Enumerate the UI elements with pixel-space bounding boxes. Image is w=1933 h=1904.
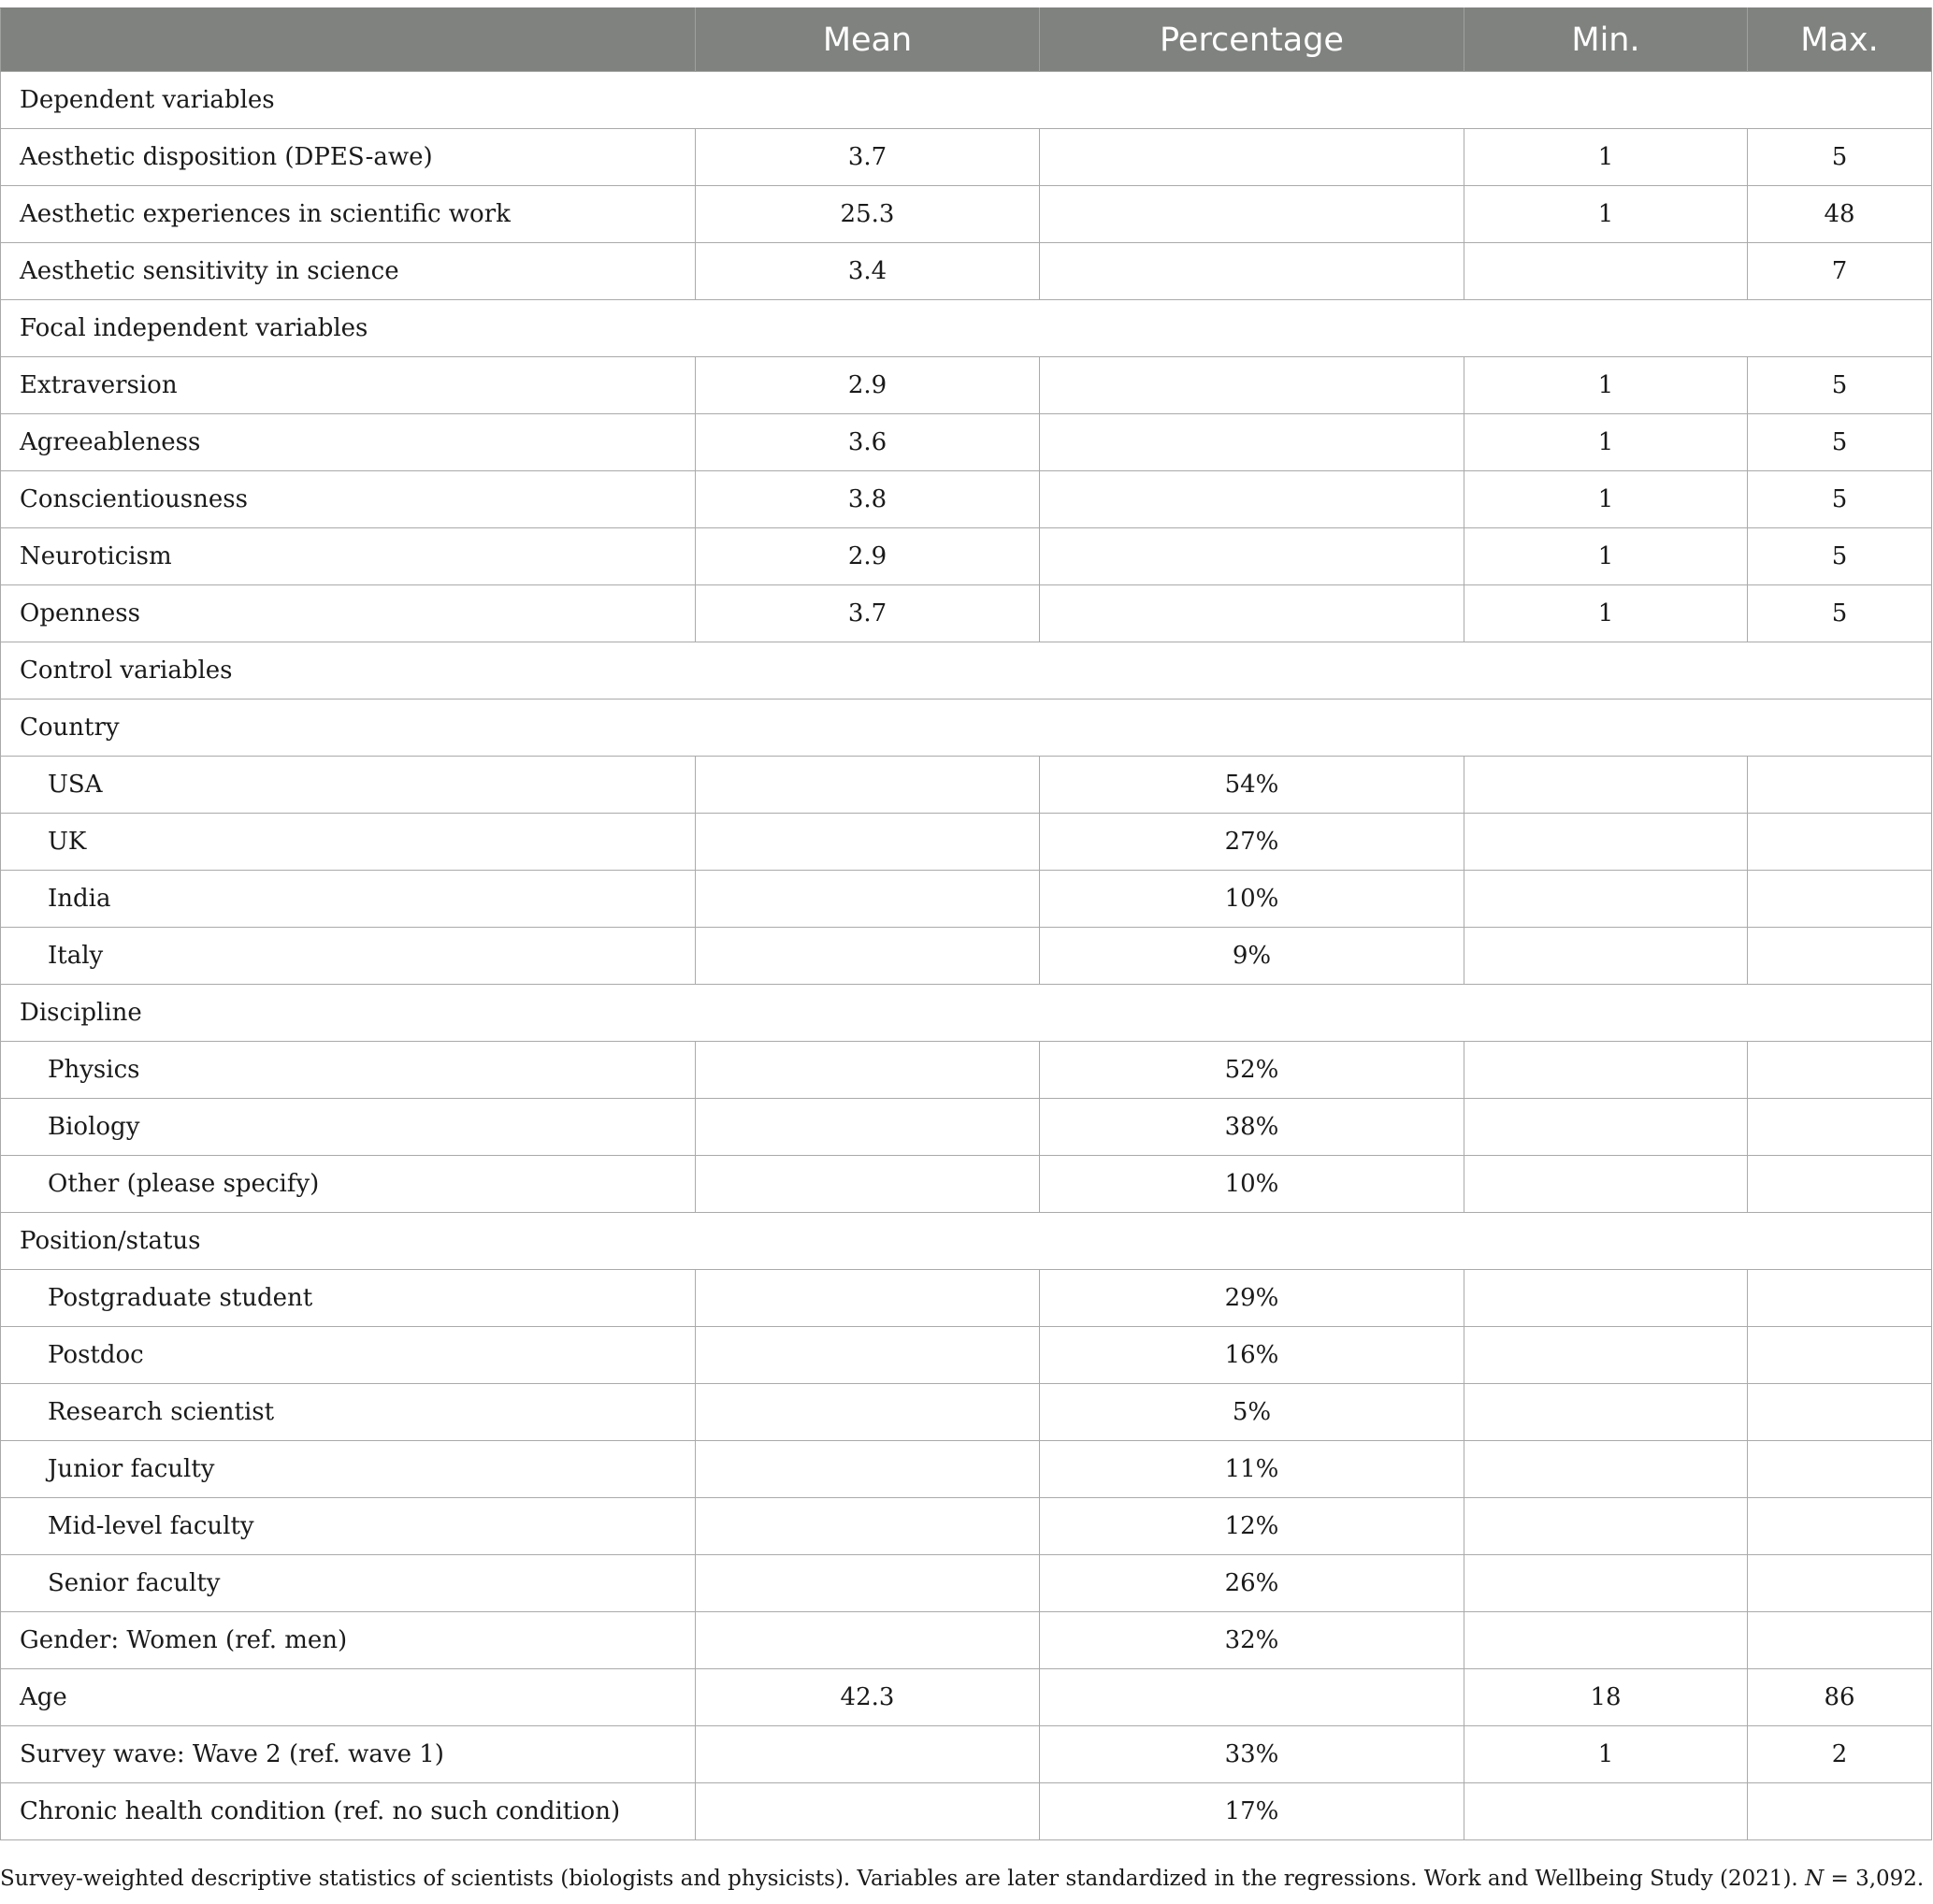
min-cell xyxy=(1464,1270,1748,1327)
max-cell xyxy=(1748,814,1932,871)
header-row xyxy=(1,8,1932,72)
table-header xyxy=(1,8,1932,72)
min-cell xyxy=(1464,757,1748,814)
max-cell: 5 xyxy=(1748,528,1932,585)
min-cell: 1 xyxy=(1464,471,1748,528)
variable-label: Chronic health condition (ref. no such condition) xyxy=(1,1783,696,1840)
section-label: Discipline xyxy=(1,985,1932,1042)
table-row xyxy=(1,1384,1932,1441)
min-cell: 1 xyxy=(1464,1726,1748,1783)
variable-label: Mid-level faculty xyxy=(1,1498,696,1555)
table-row xyxy=(1,585,1932,642)
mean-cell xyxy=(696,1612,1040,1669)
percentage-cell xyxy=(1040,585,1464,642)
section-row xyxy=(1,1213,1932,1270)
percentage-cell: 29% xyxy=(1040,1270,1464,1327)
min-cell xyxy=(1464,814,1748,871)
max-cell xyxy=(1748,1327,1932,1384)
max-cell: 5 xyxy=(1748,129,1932,186)
min-cell xyxy=(1464,928,1748,985)
max-cell xyxy=(1748,1441,1932,1498)
mean-cell xyxy=(696,928,1040,985)
max-cell xyxy=(1748,1270,1932,1327)
mean-cell xyxy=(696,871,1040,928)
max-cell xyxy=(1748,1042,1932,1099)
max-cell xyxy=(1748,871,1932,928)
percentage-cell: 17% xyxy=(1040,1783,1464,1840)
min-cell xyxy=(1464,1783,1748,1840)
table-row xyxy=(1,528,1932,585)
percentage-cell: 10% xyxy=(1040,871,1464,928)
max-cell: 86 xyxy=(1748,1669,1932,1726)
max-cell: 7 xyxy=(1748,243,1932,300)
max-cell xyxy=(1748,1099,1932,1156)
section-row xyxy=(1,300,1932,357)
variable-label: USA xyxy=(1,757,696,814)
percentage-cell xyxy=(1040,129,1464,186)
mean-cell xyxy=(696,1498,1040,1555)
variable-label: Age xyxy=(1,1669,696,1726)
percentage-cell: 54% xyxy=(1040,757,1464,814)
percentage-cell xyxy=(1040,186,1464,243)
percentage-cell: 32% xyxy=(1040,1612,1464,1669)
table-body xyxy=(1,72,1932,1840)
max-cell: 5 xyxy=(1748,414,1932,471)
header-max: Max. xyxy=(1748,8,1932,72)
table-row xyxy=(1,757,1932,814)
max-cell xyxy=(1748,1612,1932,1669)
max-cell: 2 xyxy=(1748,1726,1932,1783)
mean-cell xyxy=(696,1783,1040,1840)
mean-cell xyxy=(696,1156,1040,1213)
variable-label: India xyxy=(1,871,696,928)
max-cell xyxy=(1748,1555,1932,1612)
section-row xyxy=(1,642,1932,700)
min-cell xyxy=(1464,1498,1748,1555)
mean-cell xyxy=(696,1327,1040,1384)
max-cell: 5 xyxy=(1748,357,1932,414)
footnote-n-value: = 3,092. xyxy=(1824,1867,1925,1891)
table-row xyxy=(1,1498,1932,1555)
max-cell xyxy=(1748,757,1932,814)
mean-cell xyxy=(696,1099,1040,1156)
percentage-cell xyxy=(1040,1669,1464,1726)
variable-label: Openness xyxy=(1,585,696,642)
mean-cell: 3.8 xyxy=(696,471,1040,528)
min-cell: 1 xyxy=(1464,528,1748,585)
table-row xyxy=(1,471,1932,528)
percentage-cell: 26% xyxy=(1040,1555,1464,1612)
mean-cell xyxy=(696,814,1040,871)
min-cell: 1 xyxy=(1464,129,1748,186)
percentage-cell: 5% xyxy=(1040,1384,1464,1441)
table-row xyxy=(1,357,1932,414)
section-label: Dependent variables xyxy=(1,72,1932,129)
section-row xyxy=(1,72,1932,129)
section-label: Control variables xyxy=(1,642,1932,700)
header-min: Min. xyxy=(1464,8,1748,72)
section-label: Focal independent variables xyxy=(1,300,1932,357)
variable-label: Postdoc xyxy=(1,1327,696,1384)
percentage-cell: 10% xyxy=(1040,1156,1464,1213)
max-cell: 5 xyxy=(1748,585,1932,642)
variable-label: Postgraduate student xyxy=(1,1270,696,1327)
min-cell: 1 xyxy=(1464,186,1748,243)
mean-cell: 3.4 xyxy=(696,243,1040,300)
max-cell xyxy=(1748,928,1932,985)
min-cell xyxy=(1464,1555,1748,1612)
mean-cell xyxy=(696,1555,1040,1612)
max-cell xyxy=(1748,1498,1932,1555)
header-mean: Mean xyxy=(696,8,1040,72)
max-cell: 5 xyxy=(1748,471,1932,528)
variable-label: Senior faculty xyxy=(1,1555,696,1612)
variable-label: Gender: Women (ref. men) xyxy=(1,1612,696,1669)
max-cell xyxy=(1748,1783,1932,1840)
max-cell: 48 xyxy=(1748,186,1932,243)
variable-label: Junior faculty xyxy=(1,1441,696,1498)
variable-label: Aesthetic experiences in scientific work xyxy=(1,186,696,243)
percentage-cell: 12% xyxy=(1040,1498,1464,1555)
table-row xyxy=(1,928,1932,985)
min-cell: 18 xyxy=(1464,1669,1748,1726)
min-cell: 1 xyxy=(1464,585,1748,642)
table-row xyxy=(1,1669,1932,1726)
percentage-cell: 11% xyxy=(1040,1441,1464,1498)
percentage-cell: 38% xyxy=(1040,1099,1464,1156)
footnote-text: Survey-weighted descriptive statistics of scientists (biologists and physicists). Variables are later standardized in the regressions. Work and Wellbeing Study (2021). xyxy=(0,1867,1806,1891)
percentage-cell: 16% xyxy=(1040,1327,1464,1384)
min-cell xyxy=(1464,1441,1748,1498)
descriptive-statistics-table xyxy=(0,7,1932,1840)
variable-label: Biology xyxy=(1,1099,696,1156)
variable-label: Extraversion xyxy=(1,357,696,414)
percentage-cell xyxy=(1040,414,1464,471)
header-variable xyxy=(1,8,696,72)
mean-cell: 25.3 xyxy=(696,186,1040,243)
percentage-cell: 52% xyxy=(1040,1042,1464,1099)
mean-cell: 2.9 xyxy=(696,528,1040,585)
min-cell: 1 xyxy=(1464,357,1748,414)
mean-cell xyxy=(696,757,1040,814)
footnote-n-label: N xyxy=(1805,1867,1825,1891)
min-cell xyxy=(1464,1156,1748,1213)
table-row xyxy=(1,1441,1932,1498)
variable-label: Aesthetic sensitivity in science xyxy=(1,243,696,300)
table-row xyxy=(1,1270,1932,1327)
table-row xyxy=(1,1783,1932,1840)
mean-cell xyxy=(696,1042,1040,1099)
table-row xyxy=(1,129,1932,186)
percentage-cell: 33% xyxy=(1040,1726,1464,1783)
min-cell xyxy=(1464,1384,1748,1441)
mean-cell xyxy=(696,1270,1040,1327)
section-row xyxy=(1,700,1932,757)
variable-label: Physics xyxy=(1,1042,696,1099)
percentage-cell: 27% xyxy=(1040,814,1464,871)
mean-cell: 3.7 xyxy=(696,585,1040,642)
table-footnote xyxy=(0,1867,1933,1891)
table-row xyxy=(1,1726,1932,1783)
table-row xyxy=(1,1555,1932,1612)
variable-label: Other (please specify) xyxy=(1,1156,696,1213)
table-row xyxy=(1,871,1932,928)
mean-cell xyxy=(696,1441,1040,1498)
percentage-cell xyxy=(1040,528,1464,585)
percentage-cell xyxy=(1040,357,1464,414)
mean-cell: 42.3 xyxy=(696,1669,1040,1726)
table-row xyxy=(1,1156,1932,1213)
section-label: Position/status xyxy=(1,1213,1932,1270)
header-percentage: Percentage xyxy=(1040,8,1464,72)
variable-label: Italy xyxy=(1,928,696,985)
variable-label: Survey wave: Wave 2 (ref. wave 1) xyxy=(1,1726,696,1783)
section-row xyxy=(1,985,1932,1042)
table-row xyxy=(1,414,1932,471)
mean-cell: 3.6 xyxy=(696,414,1040,471)
percentage-cell xyxy=(1040,471,1464,528)
mean-cell xyxy=(696,1384,1040,1441)
min-cell xyxy=(1464,1327,1748,1384)
mean-cell: 3.7 xyxy=(696,129,1040,186)
table-row xyxy=(1,186,1932,243)
table-row xyxy=(1,1099,1932,1156)
variable-label: Research scientist xyxy=(1,1384,696,1441)
table-row xyxy=(1,1042,1932,1099)
mean-cell xyxy=(696,1726,1040,1783)
variable-label: UK xyxy=(1,814,696,871)
variable-label: Aesthetic disposition (DPES-awe) xyxy=(1,129,696,186)
min-cell xyxy=(1464,871,1748,928)
percentage-cell: 9% xyxy=(1040,928,1464,985)
min-cell xyxy=(1464,243,1748,300)
mean-cell: 2.9 xyxy=(696,357,1040,414)
max-cell xyxy=(1748,1384,1932,1441)
table-row xyxy=(1,243,1932,300)
min-cell xyxy=(1464,1099,1748,1156)
variable-label: Conscientiousness xyxy=(1,471,696,528)
min-cell: 1 xyxy=(1464,414,1748,471)
variable-label: Agreeableness xyxy=(1,414,696,471)
table-row xyxy=(1,1327,1932,1384)
section-label: Country xyxy=(1,700,1932,757)
table-row xyxy=(1,814,1932,871)
min-cell xyxy=(1464,1612,1748,1669)
min-cell xyxy=(1464,1042,1748,1099)
percentage-cell xyxy=(1040,243,1464,300)
table-row xyxy=(1,1612,1932,1669)
variable-label: Neuroticism xyxy=(1,528,696,585)
max-cell xyxy=(1748,1156,1932,1213)
